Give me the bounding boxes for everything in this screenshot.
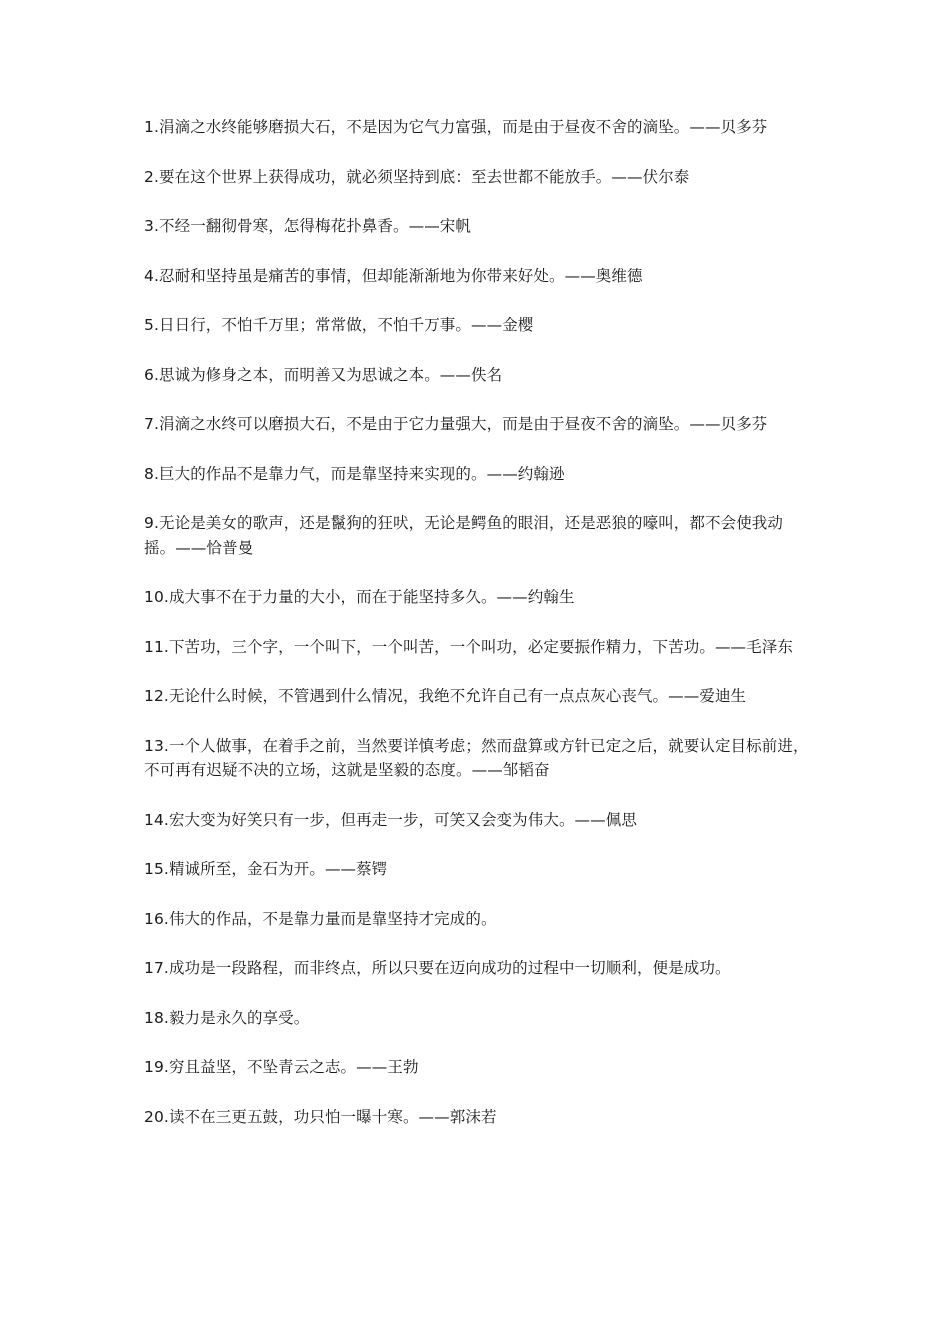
quote-item: 11.下苦功，三个字，一个叫下，一个叫苦，一个叫功，必定要振作精力，下苦功。——毛泽东	[144, 637, 793, 656]
quote-item: 18.毅力是永久的享受。	[144, 1008, 310, 1027]
quote-item: 16.伟大的作品，不是靠力量而是靠坚持才完成的。	[144, 909, 497, 928]
quote-list	[144, 115, 810, 1154]
quote-item: 12.无论什么时候，不管遇到什么情况，我绝不允许自己有一点点灰心丧气。——爱迪生	[144, 687, 747, 705]
quote-item: 10.成大事不在于力量的大小，而在于能坚持多久。——约翰生	[144, 588, 575, 606]
quote-item: 9.无论是美女的歌声，还是鬣狗的狂吠，无论是鳄鱼的眼泪，还是恶狼的嚎叫，都不会使我动摇。——恰普曼	[144, 514, 783, 557]
quote-item: 3.不经一翻彻骨寒，怎得梅花扑鼻香。——宋帆	[144, 217, 471, 235]
quote-item: 7.涓滴之水终可以磨损大石，不是由于它力量强大，而是由于昼夜不舍的滴坠。——贝多芬	[144, 415, 768, 433]
quote-item: 4.忍耐和坚持虽是痛苦的事情，但却能渐渐地为你带来好处。——奥维德	[144, 266, 643, 285]
quote-item: 19.穷且益坚，不坠青云之志。——王勃	[144, 1058, 419, 1076]
quote-item: 2.要在这个世界上获得成功，就必须坚持到底：至去世都不能放手。——伏尔泰	[144, 167, 690, 186]
quote-item: 15.精诚所至，金石为开。——蔡锷	[144, 860, 388, 878]
quote-item: 17.成功是一段路程，而非终点，所以只要在迈向成功的过程中一切顺利，便是成功。	[144, 959, 731, 977]
quote-item: 6.思诚为修身之本，而明善又为思诚之本。——佚名	[144, 365, 503, 384]
quote-item: 5.日日行，不怕千万里；常常做，不怕千万事。——金樱	[144, 316, 534, 334]
quote-item: 13.一个人做事，在着手之前，当然要详慎考虑；然而盘算或方针已定之后，就要认定目标前进，不可再有迟疑不决的立场，这就是坚毅的态度。——邹韬奋	[144, 736, 809, 779]
quote-item: 1.涓滴之水终能够磨损大石，不是因为它气力富强，而是由于昼夜不舍的滴坠。——贝多芬	[144, 118, 768, 136]
quote-item: 14.宏大变为好笑只有一步，但再走一步，可笑又会变为伟大。——佩思	[144, 810, 637, 829]
quote-item: 20.读不在三更五鼓，功只怕一曝十寒。——郭沫若	[144, 1107, 497, 1126]
quote-item: 8.巨大的作品不是靠力气，而是靠坚持来实现的。——约翰逊	[144, 464, 565, 483]
